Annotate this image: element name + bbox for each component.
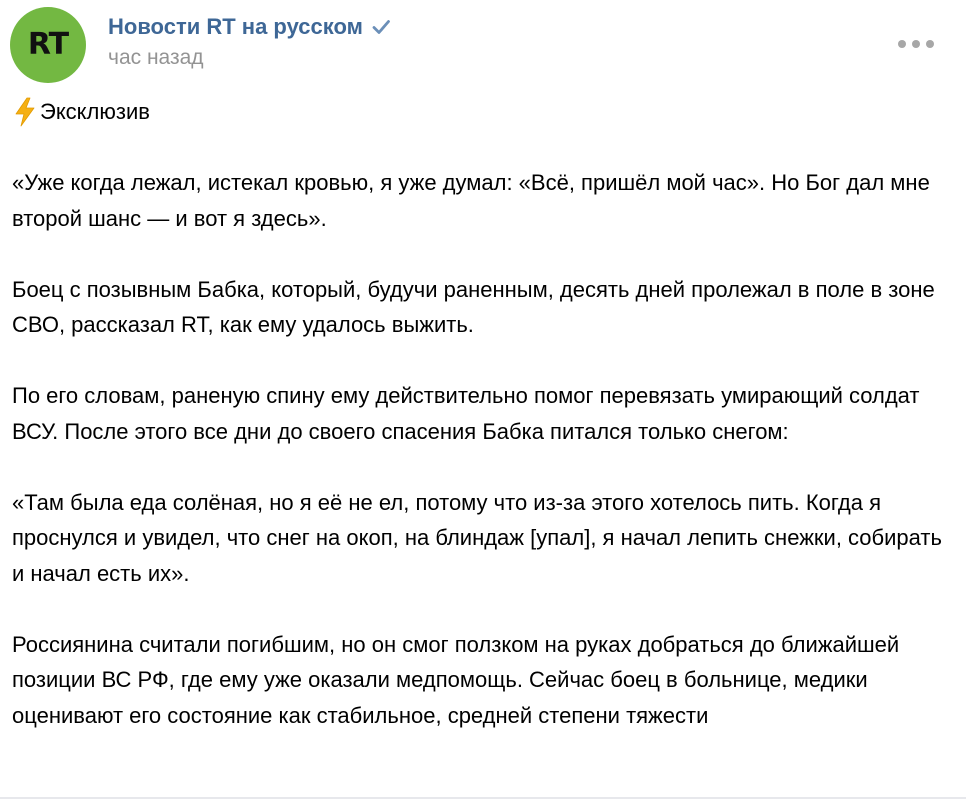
post-paragraph: «Там была еда солёная, но я её не ел, потому что из-за этого хотелось пить. Когда я проснулся и увидел, что снег на окоп, на блиндаж [упал], я начал лепить снежки, собирать и начал есть их». [12,489,942,586]
post-tag: Эксклюзив [40,99,150,124]
more-dot [912,40,920,48]
post-paragraph: Боец с позывным Бабка, который, будучи раненным, десять дней пролежал в поле в зоне СВО, рассказал RT, как ему удалось выжить. [12,276,935,337]
lightning-bolt-icon [12,97,38,127]
author-avatar[interactable] [10,7,86,83]
post-paragraph: «Уже когда лежал, истекал кровью, я уже думал: «Всё, пришёл мой час». Но Бог дал мне второй шанс — и вот я здесь». [12,170,930,231]
verified-check-icon [371,17,391,37]
avatar-logo-text: RT [27,27,69,62]
post-paragraph: Россиянина считали погибшим, но он смог ползком на руках добраться до ближайшей позиции ВС РФ, где ему уже оказали медпомощь. Сейчас боец в больнице, медики оценивают его состояние как стабильное, средней степени тяжести [12,631,900,728]
more-dot [898,40,906,48]
author-name-link[interactable]: Новости RT на русском [108,14,363,39]
post-paragraph: По его словам, раненую спину ему действительно помог перевязать умирающий солдат ВСУ. После этого все дни до своего спасения Бабка питался только снегом: [12,383,920,444]
post-text [12,94,952,769]
more-options-icon[interactable] [896,34,936,54]
author-header [108,12,391,42]
more-dot [926,40,934,48]
post-tag-line [12,94,952,130]
post-timestamp[interactable]: час назад [108,46,204,69]
